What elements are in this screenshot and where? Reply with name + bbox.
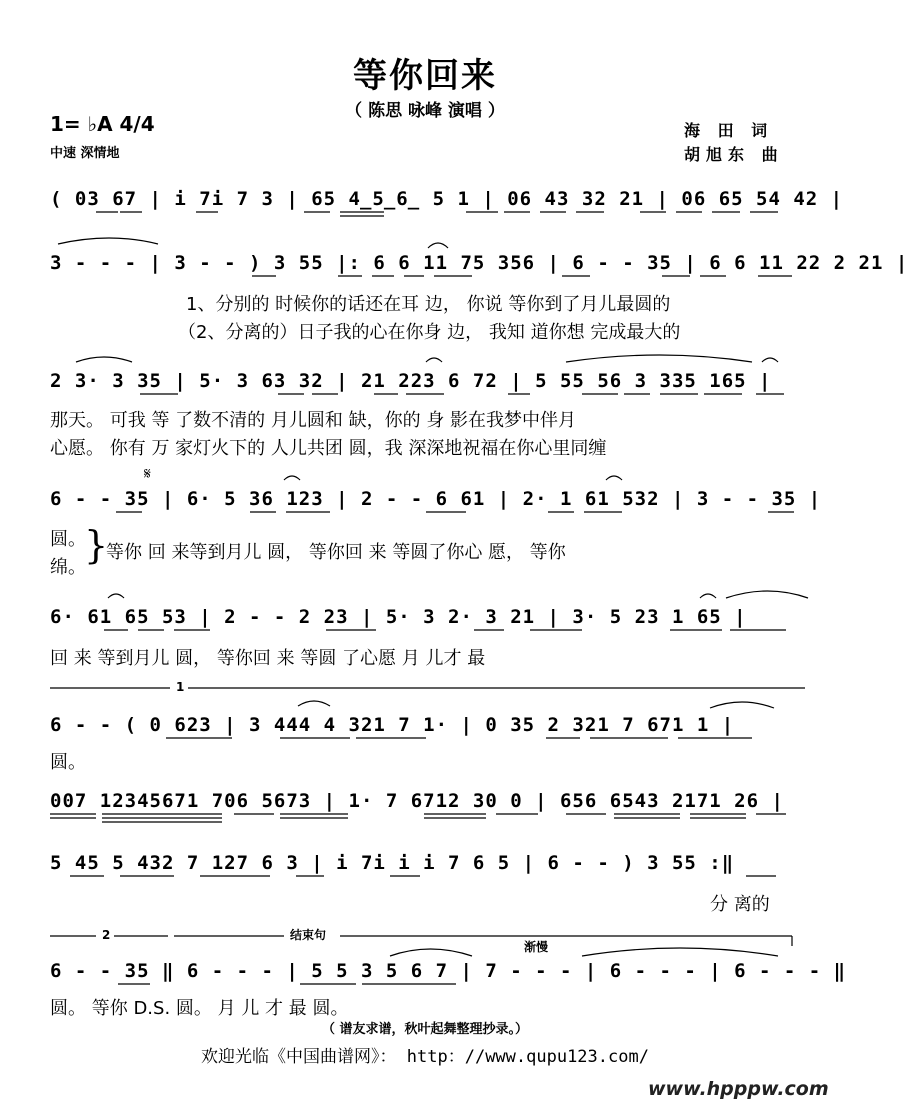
performers: （ 陈思 咏峰 演唱 ） xyxy=(345,101,505,121)
lyric-line-3b: 心愿。 你有 万 家灯火下的 人儿共团 圆，我 深深地祝福在你心里同缠 xyxy=(50,438,607,459)
slur-5 xyxy=(566,355,752,362)
volta-1-label: 1 xyxy=(176,680,185,694)
score-line-9: 6 - - 35 ‖ 6 - - - | 5 5 3 5 6 7 | 7 - - - | 6 - - - | 6 - - - ‖ xyxy=(50,960,847,982)
ending-label: 结束句 xyxy=(290,928,327,942)
lyric-line-4c: 等你 回 来等到月儿 圆， 等你回 来 等圆了你心 愿， 等你 xyxy=(106,542,566,563)
ritardando-label: 渐慢 xyxy=(524,940,549,954)
slur-15 xyxy=(582,948,778,956)
slur-7 xyxy=(284,476,300,480)
lyric-line-4a: 圆。 xyxy=(50,529,86,550)
slur-8 xyxy=(606,476,622,480)
tempo-marking: 中速 深情地 xyxy=(50,146,120,161)
lyric-line-9: 圆。 等你 D.S. 圆。 月 儿 才 最 圆。 xyxy=(50,998,349,1019)
lyric-line-6: 圆。 xyxy=(50,752,86,773)
lyric-line-2a: 1、分别的 时候你的话还在耳 边， 你说 等你到了月儿最圆的 xyxy=(186,294,671,315)
watermark-url: www.hpppw.com xyxy=(648,1078,829,1100)
score-line-8: 5 45 5 432 7 127 6 3 | i 7i i i 7 6 5 | 6 - - ) 3 55 :‖ xyxy=(50,852,735,874)
slur-9 xyxy=(108,594,124,598)
score-line-1: ( 03 67 | i 7i 7 3 | 65 4̲5̲6̲ 5 1 | 06 43 32 21 | 06 65 54 42 | xyxy=(50,188,844,210)
slur-10 xyxy=(700,594,716,598)
composer-credit: 胡旭东 曲 xyxy=(684,145,784,164)
lyric-line-8: 分 离的 xyxy=(710,894,770,915)
slur-11 xyxy=(726,591,808,598)
slur-4 xyxy=(426,358,442,362)
lyricist-credit: 海 田 词 xyxy=(684,121,774,140)
volta-2-label: 2 xyxy=(102,928,111,942)
slur-2 xyxy=(428,243,448,248)
song-title: 等你回来 xyxy=(353,56,497,96)
slur-3 xyxy=(76,357,132,362)
slur-12 xyxy=(298,701,330,706)
transcriber-note: （ 谱友求谱，秋叶起舞整理抄录。） xyxy=(321,1022,529,1037)
slur-6 xyxy=(762,358,778,362)
welcome-banner: 欢迎光临《中国曲谱网》： http：//www.qupu123.com/ xyxy=(201,1047,649,1067)
score-line-7: 007 12345671 706 5673 | 1· 7 6712 30 0 | 656 6543 2171 26 | xyxy=(50,790,784,812)
slur-14 xyxy=(390,949,472,956)
slur-1 xyxy=(58,238,158,244)
key-signature: 1= ♭A 4/4 xyxy=(50,112,155,136)
segno-sign: 𝄋 xyxy=(144,464,151,483)
slur-13 xyxy=(710,702,774,708)
lyric-line-2b: （2、分离的）日子我的心在你身 边， 我知 道你想 完成最大的 xyxy=(178,322,681,343)
score-line-2: 3 - - - | 3 - - ) 3 55 |: 6 6 11 75 356 | 6 - - 35 | 6 6 11 22 2 21 | xyxy=(50,252,908,274)
volta-2-line xyxy=(50,936,792,946)
lyric-line-3a: 那天。 可我 等 了数不清的 月儿圆和 缺，你的 身 影在我梦中伴月 xyxy=(50,410,577,431)
score-line-6: 6 - - ( 0 623 | 3 444 4 321 7 1· | 0 35 2 321 7 671 1 | xyxy=(50,714,735,736)
score-line-4: 6 - - 35 | 6· 5 36 123 | 2 - - 6 61 | 2· 1 61 532 | 3 - - 35 | xyxy=(50,488,822,510)
score-line-5: 6· 61 65 53 | 2 - - 2 23 | 5· 3 2· 3 21 | 3· 5 23 1 65 | xyxy=(50,606,747,628)
score-line-3: 2 3· 3 35 | 5· 3 63 32 | 21 223 6 72 | 5 55 56 3 335 165 | xyxy=(50,370,772,392)
lyric-line-5: 回 来 等到月儿 圆， 等你回 来 等圆 了心愿 月 儿才 最 xyxy=(50,648,486,669)
brace: } xyxy=(84,523,109,567)
lyric-line-4b: 绵。 xyxy=(50,557,86,578)
